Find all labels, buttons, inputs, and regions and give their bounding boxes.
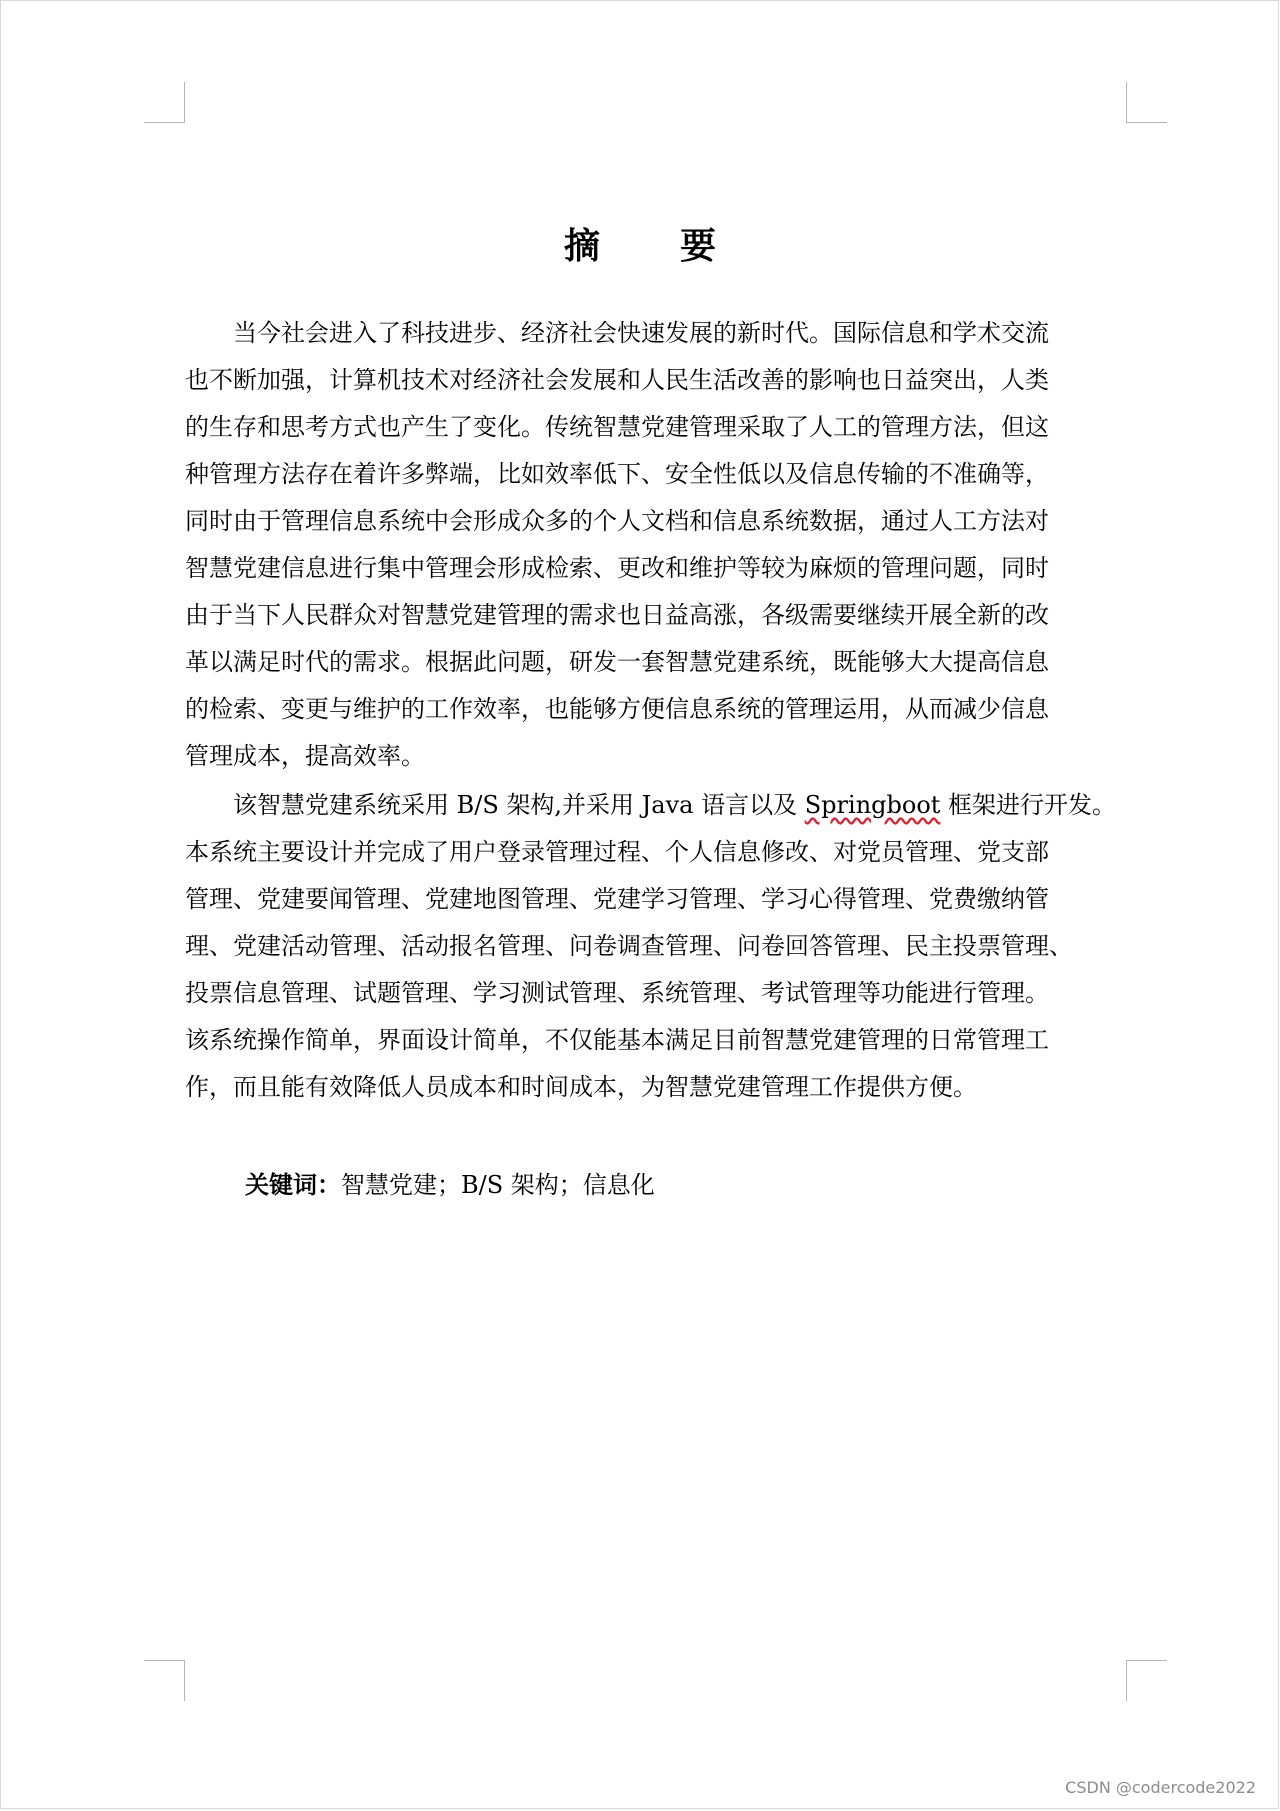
- p2-line: 投票信息管理、试题管理、学习测试管理、系统管理、考试管理等功能进行管理。: [185, 979, 1049, 1007]
- abstract-paragraph-2: [185, 782, 1125, 1111]
- keywords-line: [245, 1165, 655, 1205]
- title-char-1: 摘: [563, 226, 600, 267]
- p1-line: 也不断加强，计算机技术对经济社会发展和人民生活改善的影响也日益突出，人类: [185, 366, 1049, 394]
- p2-line1-start: 该智慧党建系统采用 B/S 架构,并采用 Java 语言以及: [233, 791, 805, 819]
- p1-line: 革以满足时代的需求。根据此问题，研发一套智慧党建系统，既能够大大提高信息: [185, 648, 1049, 676]
- p2-line: 理、党建活动管理、活动报名管理、问卷调查管理、问卷回答管理、民主投票管理、: [185, 932, 1073, 960]
- p2-line: 作，而且能有效降低人员成本和时间成本，为智慧党建管理工作提供方便。: [185, 1073, 977, 1101]
- abstract-paragraph-1: [185, 310, 1125, 780]
- p2-line: 管理、党建要闻管理、党建地图管理、党建学习管理、学习心得管理、党费缴纳管: [185, 885, 1049, 913]
- keywords-label: 关键词：: [245, 1171, 341, 1199]
- p1-line: 由于当下人民群众对智慧党建管理的需求也日益高涨，各级需要继续开展全新的改: [185, 601, 1049, 629]
- paragraph-1-text: [185, 310, 1125, 357]
- p2-line: 该系统操作简单，界面设计简单，不仅能基本满足目前智慧党建管理的日常管理工: [185, 1026, 1049, 1054]
- p1-line: 同时由于管理信息系统中会形成众多的个人文档和信息系统数据，通过人工方法对: [185, 507, 1049, 535]
- spellcheck-word: Springboot: [804, 791, 941, 819]
- p1-line: 种管理方法存在着许多弊端，比如效率低下、安全性低以及信息传输的不准确等，: [185, 460, 1049, 488]
- p1-line: 管理成本，提高效率。: [185, 742, 425, 770]
- crop-mark-top-right: [1126, 82, 1167, 123]
- p1-line: 的生存和思考方式也产生了变化。传统智慧党建管理采取了人工的管理方法，但这: [185, 413, 1049, 441]
- p2-line1-end: 框架进行开发。: [940, 791, 1117, 819]
- p1-line: 的检索、变更与维护的工作效率，也能够方便信息系统的管理运用，从而减少信息: [185, 695, 1049, 723]
- abstract-title: [0, 218, 1280, 269]
- p2-line: 本系统主要设计并完成了用户登录管理过程、个人信息修改、对党员管理、党支部: [185, 838, 1049, 866]
- csdn-watermark: CSDN @codercode2022: [1065, 1778, 1256, 1797]
- p1-line: 当今社会进入了科技进步、经济社会快速发展的新时代。国际信息和学术交流: [233, 319, 1049, 347]
- crop-mark-bottom-right: [1126, 1660, 1167, 1701]
- p1-line: 智慧党建信息进行集中管理会形成检索、更改和维护等较为麻烦的管理问题，同时: [185, 554, 1049, 582]
- paragraph-2-first-line: [185, 782, 1125, 829]
- keywords-value: 智慧党建；B/S 架构；信息化: [341, 1171, 655, 1199]
- crop-mark-bottom-left: [144, 1660, 185, 1701]
- title-char-2: 要: [680, 226, 717, 267]
- crop-mark-top-left: [144, 82, 185, 123]
